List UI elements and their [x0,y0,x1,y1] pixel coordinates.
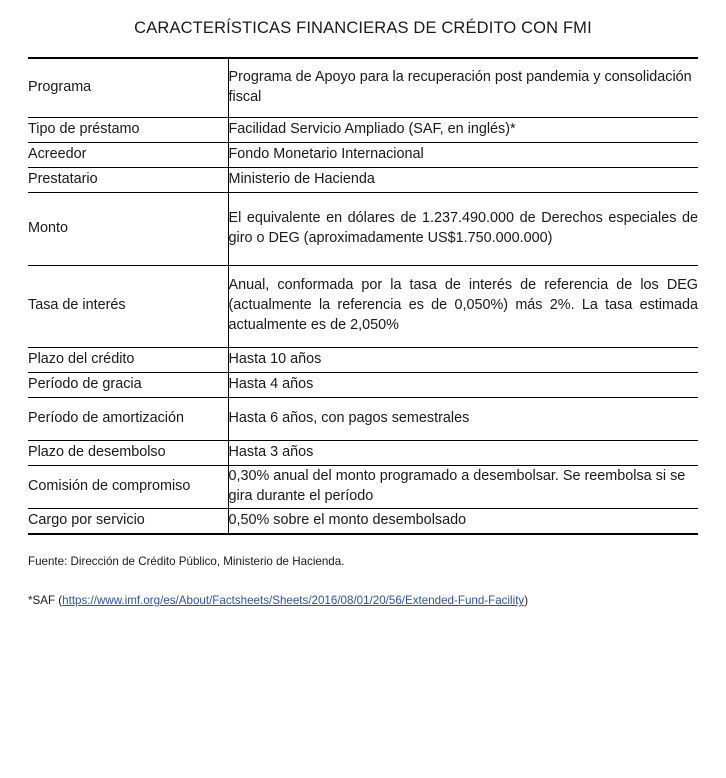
financial-characteristics-table [28,57,698,535]
table-row-value: Hasta 6 años, con pagos semestrales [228,409,470,426]
table-row [28,397,698,440]
table-row [28,372,698,397]
table-row-label: Prestatario [28,167,228,192]
table-row-value: 0,30% anual del monto programado a desembolsar. Se reembolsa si se gira durante el período [228,467,686,504]
table-row [28,347,698,372]
saf-note-suffix: ) [524,594,529,608]
table-row [28,465,698,508]
footnotes [28,535,698,610]
saf-note [28,592,698,609]
table-row-label: Período de amortización [28,397,228,440]
table-row-label: Plazo del crédito [28,347,228,372]
saf-note-prefix: *SAF ( [28,594,63,608]
financial-characteristics-table-wrapper [28,57,698,535]
page-title: CARACTERÍSTICAS FINANCIERAS DE CRÉDITO CON FMI [134,19,592,37]
table-row-value: Hasta 10 años [228,350,322,367]
table-row-label: Programa [28,58,228,118]
table-row [28,58,698,118]
table-row-value: El equivalente en dólares de 1.237.490.000 de Derechos especiales de giro o DEG (aproximadamente US$1.750.000.000) [228,209,698,246]
table-row-label: Tasa de interés [28,265,228,347]
table-row-label: Comisión de compromiso [28,465,228,508]
table-row-value: Ministerio de Hacienda [228,170,375,187]
saf-link[interactable]: https://www.imf.org/es/About/Factsheets/Sheets/2016/08/01/20/56/Extended-Fund-Facility [62,594,525,608]
table-row-label: Período de gracia [28,372,228,397]
table-row [28,192,698,265]
table-row-value: Hasta 3 años [228,443,314,460]
table-row-label: Cargo por servicio [28,508,228,534]
table-body [28,58,698,534]
table-row [28,440,698,465]
table-row-label: Acreedor [28,142,228,167]
table-row-value: Anual, conformada por la tasa de interés de referencia de los DEG (actualmente la referencia es de 0,050%) más 2%. La tasa estimada actualmente es de 2,050% [228,277,698,334]
table-row-value: 0,50% sobre el monto desembolsado [228,511,467,528]
table-row [28,117,698,142]
table-row [28,508,698,534]
table-row [28,167,698,192]
table-row-value: Fondo Monetario Internacional [228,145,424,162]
table-row-value: Facilidad Servicio Ampliado (SAF, en inglés)* [228,120,516,137]
table-row-value: Hasta 4 años [228,375,314,392]
table-row-value: Programa de Apoyo para la recuperación post pandemia y consolidación fiscal [228,68,692,105]
table-row [28,265,698,347]
source-note: Fuente: Dirección de Crédito Público, Ministerio de Hacienda. [28,554,345,568]
table-row-label: Monto [28,192,228,265]
table-row [28,142,698,167]
table-row-label: Plazo de desembolso [28,440,228,465]
table-row-label: Tipo de préstamo [28,117,228,142]
